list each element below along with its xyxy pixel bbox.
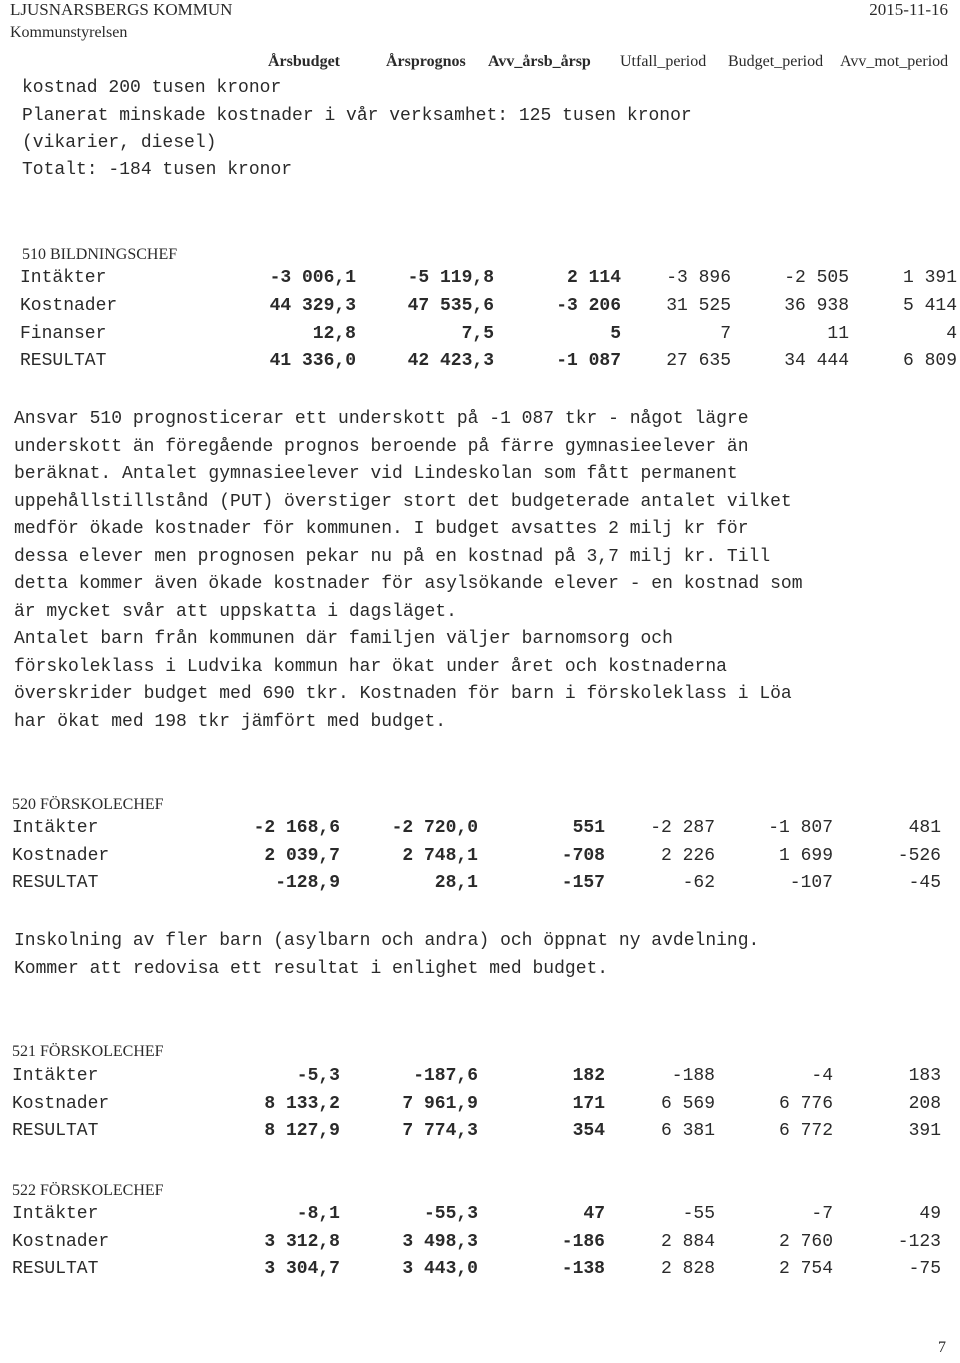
cell-arsbudget: -128,9 xyxy=(275,873,340,893)
cell-arsprognos: 28,1 xyxy=(434,873,478,893)
cell-avv-mot-period: 6 809 xyxy=(902,351,957,371)
row-label: Intäkter xyxy=(12,1204,99,1224)
section-520-commentary xyxy=(14,928,950,983)
paragraph-line: detta kommer även ökade kostnader för asylsökande elever - en kostnad som xyxy=(14,574,803,594)
column-header-utfall-period: Utfall_period xyxy=(620,53,707,70)
cell-arsprognos: -187,6 xyxy=(413,1066,478,1086)
cell-avv-arsb-arsp: -3 206 xyxy=(556,296,621,316)
row-label: RESULTAT xyxy=(12,873,99,893)
cell-arsprognos: -5 119,8 xyxy=(407,268,494,288)
cell-arsprognos: 3 498,3 xyxy=(402,1232,478,1252)
cell-budget-period: 1 699 xyxy=(778,846,833,866)
table-row xyxy=(12,1259,952,1287)
column-header-arsbudget: Årsbudget xyxy=(267,53,340,70)
paragraph-line: överskrider budget med 690 tkr. Kostnaden för barn i förskoleklass i Löa xyxy=(14,684,792,704)
cell-budget-period: -1 807 xyxy=(768,818,833,838)
section-title-510: 510 BILDNINGSCHEF xyxy=(22,246,178,263)
cell-utfall-period: -55 xyxy=(682,1204,715,1224)
cell-avv-arsb-arsp: -138 xyxy=(561,1259,605,1279)
column-header-arsprognos: Årsprognos xyxy=(386,53,466,70)
cell-budget-period: -107 xyxy=(789,873,833,893)
table-row xyxy=(12,873,952,901)
cell-avv-mot-period: 4 xyxy=(946,324,957,344)
paragraph-line: Kommer att redovisa ett resultat i enlighet med budget. xyxy=(14,958,609,979)
intro-line: Planerat minskade kostnader i vår verksamhet: 125 tusen kronor xyxy=(22,106,692,126)
row-label: Kostnader xyxy=(12,846,110,866)
page-number: 7 xyxy=(938,1339,946,1356)
cell-budget-period: 36 938 xyxy=(784,296,849,316)
cell-budget-period: 11 xyxy=(827,324,849,344)
cell-avv-arsb-arsp: 354 xyxy=(572,1121,605,1141)
row-label: Intäkter xyxy=(20,268,107,288)
cell-utfall-period: 2 884 xyxy=(660,1232,715,1252)
cell-arsbudget: 8 133,2 xyxy=(264,1094,340,1114)
cell-utfall-period: 7 xyxy=(720,324,731,344)
cell-utfall-period: 2 828 xyxy=(660,1259,715,1279)
cell-arsbudget: 8 127,9 xyxy=(264,1121,340,1141)
table-row xyxy=(20,296,960,324)
cell-avv-mot-period: -75 xyxy=(908,1259,941,1279)
cell-arsbudget: 3 304,7 xyxy=(264,1259,340,1279)
section-title-520: 520 FÖRSKOLECHEF xyxy=(12,796,164,813)
cell-utfall-period: 2 226 xyxy=(660,846,715,866)
table-row xyxy=(20,324,960,352)
cell-arsprognos: 7 961,9 xyxy=(402,1094,478,1114)
intro-line: kostnad 200 tusen kronor xyxy=(22,78,282,98)
cell-budget-period: 2 760 xyxy=(778,1232,833,1252)
paragraph-line: medför ökade kostnader för kommunen. I budget avsattes 2 milj kr för xyxy=(14,519,749,539)
cell-utfall-period: 6 381 xyxy=(660,1121,715,1141)
cell-utfall-period: 6 569 xyxy=(660,1094,715,1114)
cell-arsbudget: 41 336,0 xyxy=(269,351,356,371)
cell-arsbudget: -8,1 xyxy=(296,1204,340,1224)
cell-avv-arsb-arsp: -157 xyxy=(561,873,605,893)
cell-arsprognos: 2 748,1 xyxy=(402,846,478,866)
cell-budget-period: -2 505 xyxy=(784,268,849,288)
section-title-521: 521 FÖRSKOLECHEF xyxy=(12,1043,164,1060)
row-label: Kostnader xyxy=(12,1232,110,1252)
cell-budget-period: 6 772 xyxy=(778,1121,833,1141)
row-label: Intäkter xyxy=(12,1066,99,1086)
cell-avv-mot-period: 208 xyxy=(908,1094,941,1114)
paragraph-line: underskott än föregående prognos beroende på färre gymnasieelever än xyxy=(14,436,749,457)
cell-avv-mot-period: 5 414 xyxy=(902,296,957,316)
table-row xyxy=(12,1204,952,1232)
section-title-522: 522 FÖRSKOLECHEF xyxy=(12,1182,164,1199)
cell-arsprognos: 7,5 xyxy=(461,324,494,344)
cell-avv-arsb-arsp: 551 xyxy=(572,818,605,838)
cell-budget-period: 34 444 xyxy=(784,351,849,371)
cell-avv-arsb-arsp: 5 xyxy=(610,324,621,344)
table-row xyxy=(12,1066,952,1094)
column-header-budget-period: Budget_period xyxy=(728,53,824,70)
paragraph-line: är mycket svår att uppskatta i dagsläget. xyxy=(14,601,457,622)
cell-avv-arsb-arsp: -186 xyxy=(561,1232,605,1252)
cell-avv-arsb-arsp: -1 087 xyxy=(556,351,621,371)
cell-avv-arsb-arsp: 47 xyxy=(583,1204,605,1224)
cell-arsprognos: 42 423,3 xyxy=(407,351,494,371)
cell-avv-mot-period: -45 xyxy=(908,873,941,893)
paragraph-line: Antalet barn från kommunen där familjen väljer barnomsorg och xyxy=(14,629,673,649)
table-row xyxy=(12,818,952,846)
paragraph-line: uppehållstillstånd (PUT) överstiger stort det budgeterade antalet vilket xyxy=(14,491,792,512)
row-label: Intäkter xyxy=(12,818,99,838)
cell-avv-arsb-arsp: -708 xyxy=(561,846,605,866)
cell-avv-mot-period: 49 xyxy=(919,1204,941,1224)
cell-arsprognos: 47 535,6 xyxy=(407,296,494,316)
cell-utfall-period: -2 287 xyxy=(650,818,715,838)
cell-utfall-period: 27 635 xyxy=(666,351,731,371)
cell-arsbudget: 3 312,8 xyxy=(264,1232,340,1252)
table-row xyxy=(12,1232,952,1260)
organization-name: LJUSNARSBERGS KOMMUN xyxy=(10,0,233,19)
table-row xyxy=(12,846,952,874)
cell-arsbudget: -5,3 xyxy=(296,1066,340,1086)
department-name: Kommunstyrelsen xyxy=(10,24,128,41)
cell-avv-mot-period: 481 xyxy=(908,818,941,838)
paragraph-line: Inskolning av fler barn (asylbarn och andra) och öppnat ny avdelning. xyxy=(14,931,760,951)
cell-arsbudget: -3 006,1 xyxy=(269,268,356,288)
cell-arsbudget: 44 329,3 xyxy=(269,296,356,316)
cell-avv-mot-period: 1 391 xyxy=(902,268,957,288)
cell-avv-mot-period: -123 xyxy=(897,1232,941,1252)
row-label: Kostnader xyxy=(20,296,118,316)
row-label: Finanser xyxy=(20,324,107,344)
cell-avv-mot-period: 183 xyxy=(908,1066,941,1086)
cell-utfall-period: 31 525 xyxy=(666,296,731,316)
cell-arsbudget: 12,8 xyxy=(312,324,356,344)
intro-line: (vikarier, diesel) xyxy=(22,133,217,153)
cell-avv-arsb-arsp: 2 114 xyxy=(566,268,621,288)
cell-avv-arsb-arsp: 182 xyxy=(572,1066,605,1086)
paragraph-line: Ansvar 510 prognosticerar ett underskott på -1 087 tkr - något lägre xyxy=(14,409,749,429)
cell-avv-arsb-arsp: 171 xyxy=(572,1094,605,1114)
table-row xyxy=(12,1094,952,1122)
column-header-avv-mot-period: Avv_mot_period xyxy=(840,53,949,70)
cell-arsprognos: -2 720,0 xyxy=(391,818,478,838)
cell-avv-mot-period: -526 xyxy=(897,846,941,866)
row-label: RESULTAT xyxy=(12,1121,99,1141)
cell-arsbudget: 2 039,7 xyxy=(264,846,340,866)
paragraph-line: förskoleklass i Ludvika kommun har ökat under året och kostnaderna xyxy=(14,656,727,677)
paragraph-line: har ökat med 198 tkr jämfört med budget. xyxy=(14,711,447,732)
section-510-commentary xyxy=(14,406,950,736)
intro-line: Totalt: -184 tusen kronor xyxy=(22,160,293,180)
cell-arsprognos: 3 443,0 xyxy=(402,1259,478,1279)
table-row xyxy=(20,268,960,296)
table-row xyxy=(20,351,960,379)
cell-utfall-period: -188 xyxy=(671,1066,715,1086)
cell-budget-period: 2 754 xyxy=(778,1259,833,1279)
cell-budget-period: 6 776 xyxy=(778,1094,833,1114)
paragraph-line: beräknat. Antalet gymnasieelever vid Lindeskolan som fått permanent xyxy=(14,464,738,484)
paragraph-line: dessa elever men prognosen pekar nu på en kostnad på 3,7 milj kr. Till xyxy=(14,546,771,567)
column-header-avv-arsb-arsp: Avv_årsb_årsp xyxy=(488,53,591,70)
cell-utfall-period: -3 896 xyxy=(666,268,731,288)
cell-budget-period: -7 xyxy=(811,1204,833,1224)
cell-arsbudget: -2 168,6 xyxy=(253,818,340,838)
row-label: Kostnader xyxy=(12,1094,110,1114)
cell-budget-period: -4 xyxy=(811,1066,833,1086)
cell-arsprognos: -55,3 xyxy=(423,1204,478,1224)
cell-utfall-period: -62 xyxy=(682,873,715,893)
document-date: 2015-11-16 xyxy=(869,0,948,19)
table-row xyxy=(12,1121,952,1149)
row-label: RESULTAT xyxy=(12,1259,99,1279)
row-label: RESULTAT xyxy=(20,351,107,371)
cell-avv-mot-period: 391 xyxy=(908,1121,941,1141)
cell-arsprognos: 7 774,3 xyxy=(402,1121,478,1141)
